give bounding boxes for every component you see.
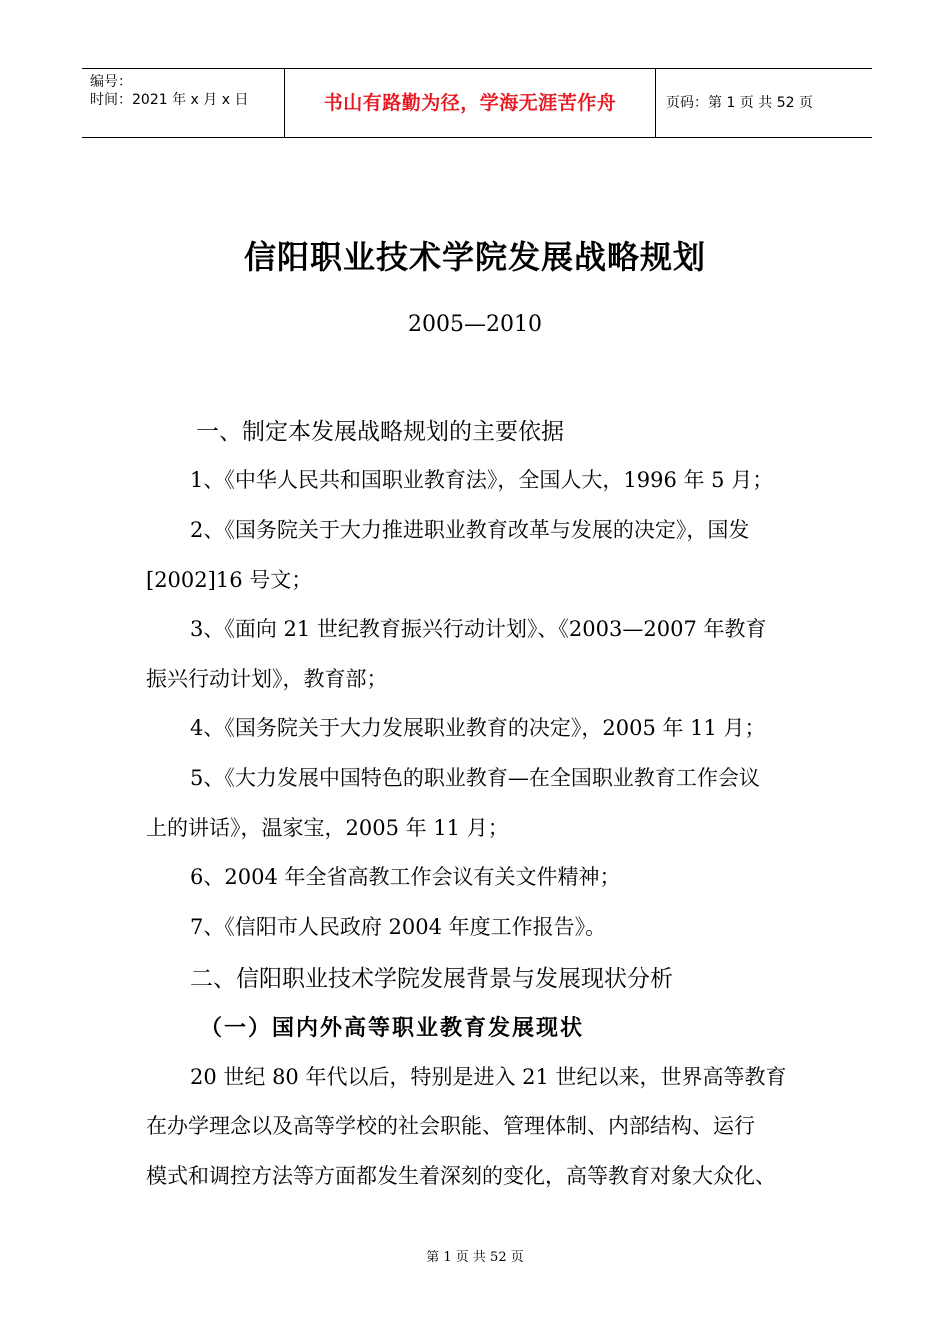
header-left-cell [82, 69, 284, 137]
document-title: 信阳职业技术学院发展战略规划 [243, 238, 706, 276]
section2-heading: 二、信阳职业技术学院发展背景与发展现状分析 [190, 966, 673, 992]
section1-heading: 一、制定本发展战略规划的主要依据 [196, 419, 564, 445]
page-footer: 第 1 页 共 52 页 [426, 1250, 524, 1265]
reference-line: 3、《面向 21 世纪教育振兴行动计划》、《2003—2007 年教育 [190, 617, 767, 641]
reference-line: 7、《信阳市人民政府 2004 年度工作报告》。 [190, 915, 607, 939]
reference-line: 4、《国务院关于大力发展职业教育的决定》，2005 年 11 月； [190, 716, 766, 740]
paragraph-line: 在办学理念以及高等学校的社会职能、管理体制、内部结构、运行 [146, 1114, 755, 1138]
reference-line: 1、《中华人民共和国职业教育法》，全国人大，1996 年 5 月； [190, 468, 774, 492]
reference-line: 5、《大力发展中国特色的职业教育—在全国职业教育工作会议 [190, 766, 760, 790]
paragraph-line: 20 世纪 80 年代以后，特别是进入 21 世纪以来，世界高等教育 [190, 1065, 787, 1089]
document-years: 2005—2010 [408, 312, 542, 337]
paragraph-line: 模式和调控方法等方面都发生着深刻的变化，高等教育对象大众化、 [146, 1164, 776, 1188]
time-label: 时间：2021 年 x 月 x 日 [90, 92, 249, 108]
subsection1-heading: （一）国内外高等职业教育发展现状 [200, 1016, 585, 1041]
number-label: 编号： [90, 74, 132, 90]
header-table [82, 68, 872, 138]
page-info: 页码：第 1 页 共 52 页 [666, 95, 813, 111]
reference-line: 6、2004 年全省高教工作会议有关文件精神； [190, 865, 621, 889]
motto: 书山有路勤为径，学海无涯苦作舟 [284, 69, 656, 137]
reference-line: [2002]16 号文； [146, 568, 313, 592]
reference-line: 2、《国务院关于大力推进职业教育改革与发展的决定》，国发 [190, 518, 750, 542]
reference-line: 振兴行动计划》，教育部； [146, 667, 388, 691]
reference-line: 上的讲话》，温家宝，2005 年 11 月； [146, 816, 509, 840]
